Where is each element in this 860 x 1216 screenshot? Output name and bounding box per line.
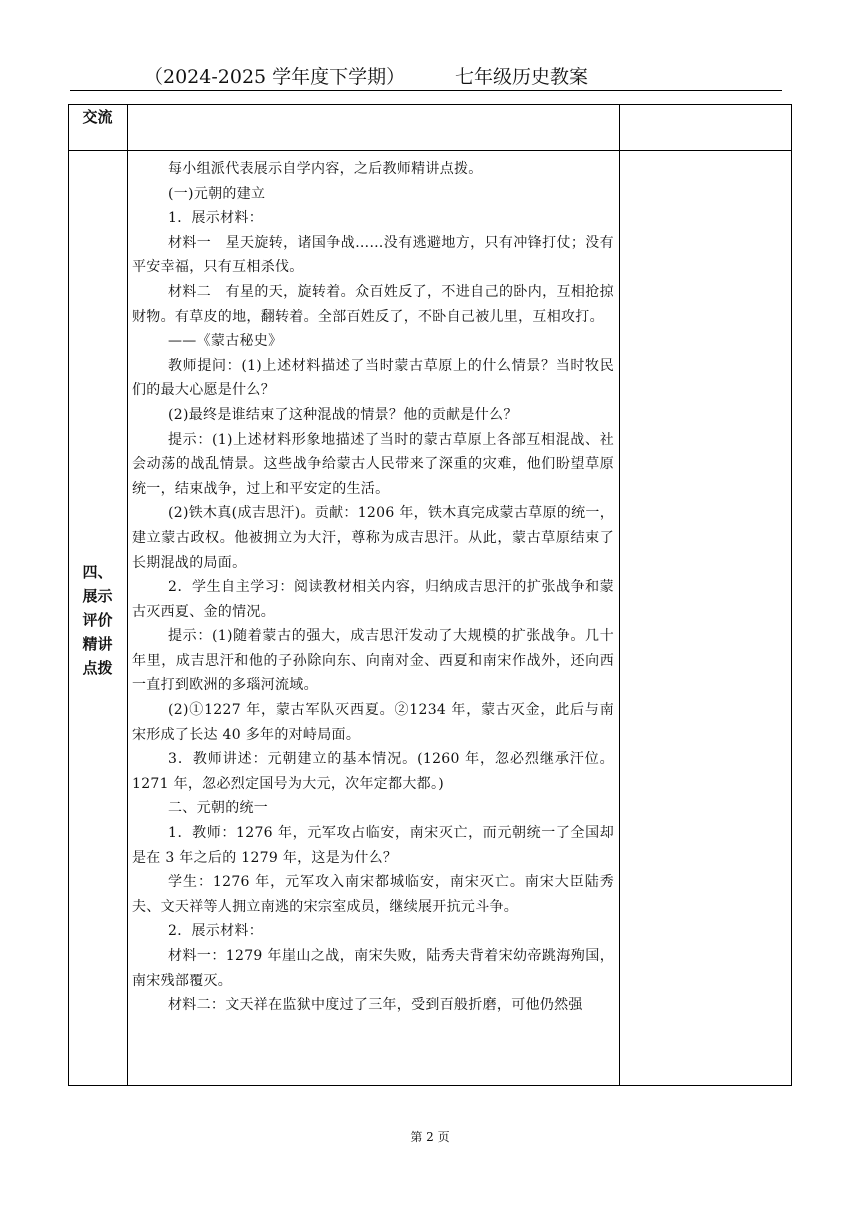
source-citation: ——《蒙古秘史》 — [168, 333, 283, 350]
paragraph: 学生：1276 年，元军攻入南宋都城临安，南宋灭亡。南宋大臣陆秀夫、文天祥等人拥立南逃的宋宗室成员，继续展开抗元斗争。 — [132, 874, 614, 915]
paragraph: 1．展示材料： — [168, 210, 264, 227]
column-divider-right — [619, 104, 620, 1086]
paragraph: 材料一：1279 年崖山之战，南宋失败，陆秀夫背着宋幼帝跳海殉国，南宋残部覆灭。 — [132, 948, 614, 989]
paragraph: 教师提问：(1)上述材料描述了当时蒙古草原上的什么情景？当时牧民们的最大心愿是什么？ — [132, 357, 614, 399]
lesson-content — [128, 150, 618, 1086]
row-label-line: 评价 — [82, 611, 113, 629]
paragraph: (2)①1227 年，蒙古军队灭西夏。②1234 年，蒙古灭金，此后与南宋形成了长达 40 多年的对峙局面。 — [132, 702, 614, 743]
paragraph: 3．教师讲述：元朝建立的基本情况。(1260 年，忽必烈继承汗位。1271 年，忽必烈定国号为大元，次年定都大都。) — [132, 751, 614, 792]
header-term: （2024-2025 学年度下学期） — [144, 66, 406, 88]
row-label-exchange: 交流 — [82, 108, 113, 126]
paragraph: 1．教师：1276 年，元军攻占临安，南宋灭亡，而元朝统一了全国却是在 3 年之后的 1279 年，这是为什么？ — [132, 825, 614, 866]
paragraph: 每小组派代表展示自学内容，之后教师精讲点拨。 — [168, 161, 483, 177]
row-label-line: 精讲 — [82, 635, 113, 653]
row-label-line: 四、 — [82, 563, 113, 581]
section-heading: (一)元朝的建立 — [168, 185, 266, 202]
page-header — [70, 60, 782, 91]
paragraph: 2．学生自主学习：阅读教材相关内容，归纳成吉思汗的扩张战争和蒙古灭西夏、金的情况。 — [132, 579, 614, 620]
row-label-line: 展示 — [82, 587, 113, 605]
header-title: 七年级历史教案 — [455, 66, 589, 88]
paragraph: 材料一 星天旋转，诸国争战……没有逃避地方，只有冲锋打仗；没有平安幸福，只有互相杀伐。 — [132, 234, 614, 276]
paragraph: 材料二：文天祥在监狱中度过了三年，受到百般折磨，可他仍然强 — [168, 997, 583, 1014]
paragraph: 2．展示材料： — [168, 923, 264, 940]
row-label-section-4 — [68, 560, 127, 680]
page-number: 第 2 页 — [410, 1130, 450, 1144]
paragraph: (2)最终是谁结束了这种混战的情景？他的贡献是什么？ — [168, 406, 518, 423]
paragraph: 提示：(1)随着蒙古的强大，成吉思汗发动了大规模的扩张战争。几十年里，成吉思汗和他的子孙除向东、向南对金、西夏和南宋作战外，还向西一直打到欧洲的多瑙河流域。 — [132, 628, 614, 694]
section-heading: 二、元朝的统一 — [168, 800, 269, 817]
paragraph: 提示：(1)上述材料形象地描述了当时的蒙古草原上各部互相混战、社会动荡的战乱情景。这些战争给蒙古人民带来了深重的灾难，他们盼望草原统一，结束战争，过上和平安定的生活。 — [132, 431, 614, 497]
paragraph: 材料二 有星的天，旋转着。众百姓反了，不进自己的卧内，互相抢掠财物。有草皮的地，翻转着。全部百姓反了，不卧自己被儿里，互相攻打。 — [132, 283, 614, 325]
paragraph: (2)铁木真(成吉思汗)。贡献：1206 年，铁木真完成蒙古草原的统一，建立蒙古政权。他被拥立为大汗，尊称为成吉思汗。从此，蒙古草原结束了长期混战的局面。 — [132, 505, 614, 571]
row-label-line: 点拨 — [82, 659, 113, 677]
